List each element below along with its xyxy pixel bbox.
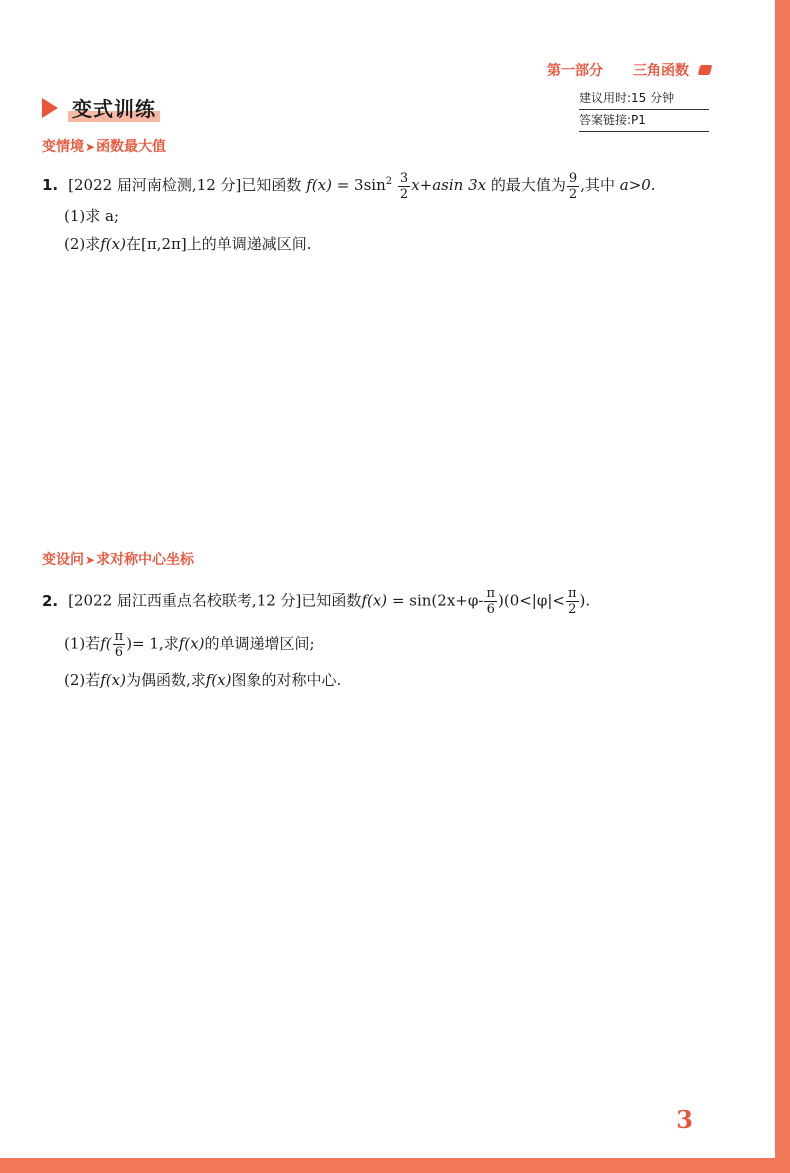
suggested-time: 建议用时:15 分钟 xyxy=(579,90,709,110)
denominator: 6 xyxy=(486,602,495,617)
q-text: (1)若 xyxy=(64,634,101,653)
q-text: 的单调递增区间; xyxy=(204,634,315,653)
numerator: π xyxy=(114,629,124,644)
problem-1-stem xyxy=(42,168,715,202)
problem-2-stem xyxy=(42,586,715,617)
subsection-heading-2 xyxy=(42,549,194,569)
condition: a>0. xyxy=(619,176,656,194)
question-2-2 xyxy=(42,666,715,694)
problem-source: [2022 届江西重点名校联考,12 分] xyxy=(68,591,302,610)
function-symbol: f(x) xyxy=(100,671,126,689)
problem-source: [2022 届河南检测,12 分] xyxy=(68,176,242,194)
fraction xyxy=(566,586,579,617)
denominator: 2 xyxy=(568,602,577,617)
stem-text: 已知函数 xyxy=(241,176,302,194)
problem-2 xyxy=(42,586,715,694)
fraction xyxy=(484,586,497,617)
play-triangle-icon xyxy=(42,98,58,118)
function-symbol: f( xyxy=(100,634,112,653)
q-text: 在[π,2π]上的单调递减区间. xyxy=(125,234,312,253)
problem-number: 2. xyxy=(42,591,59,610)
problem-1 xyxy=(42,168,715,258)
equation-part: = 3sin xyxy=(336,176,386,194)
denominator: 2 xyxy=(399,186,409,202)
numerator: π xyxy=(567,586,577,601)
question-2-1 xyxy=(42,629,715,660)
question-1-2 xyxy=(42,230,715,258)
problem-number: 1. xyxy=(42,176,59,194)
chapter-label: 三角函数 xyxy=(633,63,689,79)
denominator: 6 xyxy=(114,645,124,660)
sub2-label: 变设问 xyxy=(42,552,84,568)
function-symbol: f(x) xyxy=(100,234,126,253)
numerator: 9 xyxy=(568,170,578,186)
stem-text: 的最大值为 xyxy=(490,176,566,194)
q-text: 为偶函数,求 xyxy=(125,671,206,689)
sub1-topic: 函数最大值 xyxy=(96,139,167,155)
numerator: π xyxy=(486,586,495,601)
stem-text: 已知函数 xyxy=(301,591,362,610)
part-label: 第一部分 xyxy=(547,63,603,79)
tag-icon xyxy=(698,65,713,75)
section-heading xyxy=(42,93,160,122)
equation-part: ). xyxy=(579,591,591,610)
q-text: (2)若 xyxy=(64,671,101,689)
q-text: )= 1,求 xyxy=(126,634,179,653)
equation-part: = sin(2x+φ- xyxy=(391,591,484,610)
function-symbol: f(x) xyxy=(205,671,232,689)
equation-part: x+asin 3x xyxy=(411,176,487,194)
function-symbol: f(x) xyxy=(361,591,388,610)
part-title xyxy=(547,60,711,80)
arrow-right-icon: ➤ xyxy=(85,140,96,154)
function-symbol: f(x) xyxy=(178,634,205,653)
fraction xyxy=(567,171,579,202)
q-text: 图象的对称中心. xyxy=(231,671,342,689)
numerator: 3 xyxy=(399,170,409,186)
section-title: 变式训练 xyxy=(68,93,160,122)
question-1-1: (1)求 a; xyxy=(64,206,120,225)
stem-text: ,其中 xyxy=(580,176,615,194)
equation-part: )(0<|φ|< xyxy=(497,591,565,610)
fraction xyxy=(398,171,410,202)
function-symbol: f(x) xyxy=(306,176,332,194)
page-number: 3 xyxy=(676,1105,693,1134)
denominator: 2 xyxy=(568,186,578,202)
q-text: (2)求 xyxy=(64,234,101,253)
exponent: 2 xyxy=(385,176,393,187)
subsection-heading-1 xyxy=(42,136,166,156)
arrow-right-icon: ➤ xyxy=(85,553,96,567)
sub2-topic: 求对称中心坐标 xyxy=(96,552,195,568)
running-header xyxy=(547,60,711,80)
answer-link: 答案链接:P1 xyxy=(579,110,709,132)
sub1-label: 变情境 xyxy=(42,139,84,155)
meta-box xyxy=(579,90,709,132)
fraction xyxy=(113,629,126,660)
